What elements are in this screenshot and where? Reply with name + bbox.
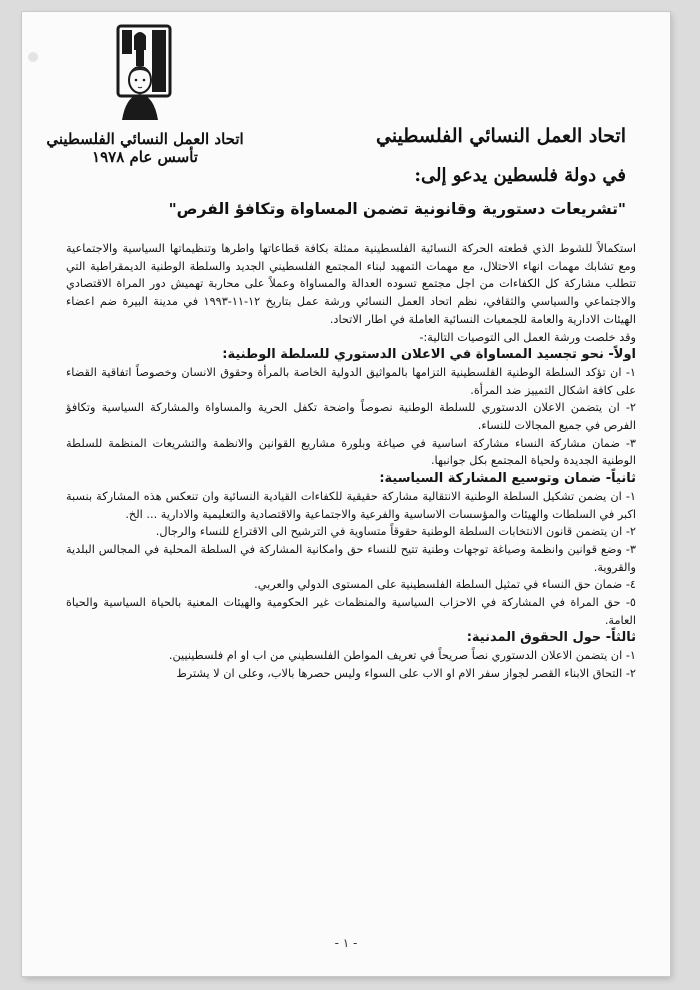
list-item: ٣- وضع قوانين وانظمة وصياغة توجهات وطنية تتيح للنساء حق وامكانية المشاركة في السلطة المحلية في المجالس البلدية والقروية. <box>66 542 636 574</box>
punch-hole <box>28 52 38 62</box>
document-subtitle: في دولة فلسطين يدعو إلى: <box>414 165 626 186</box>
org-name: اتحاد العمل النسائي الفلسطيني <box>46 130 244 148</box>
section-heading-2: ثانياً- ضمان وتوسيع المشاركة السياسية: <box>379 471 636 487</box>
list-item: ١- ان يضمن تشكيل السلطة الوطنية الانتقالية مشاركة حقيقية للكفاءات القيادية النسائية وان تنعكس هذه المشاركة بنسبة اكبر في السلطات والهيئات والمؤسسات الاساسية والفرعية والاجتماعية والاقتصادية والتعليمية والادارية ... الخ. <box>66 489 636 521</box>
intro-closing: وقد خلصت ورشة العمل الى التوصيات التالية:- <box>419 330 636 344</box>
document-title: اتحاد العمل النسائي الفلسطيني <box>375 125 626 147</box>
list-item: ١- ان تؤكد السلطة الوطنية الفلسطينية التزامها بالمواثيق الدولية الخاصة بالمرأة وحقوق الانسان وخصوصاً اتفاقية القضاء على كافة اشكال التمييز ضد المرأة. <box>66 365 636 397</box>
section-heading-3: ثالثاً- حول الحقوق المدنية: <box>466 630 636 646</box>
list-item: ٤- ضمان حق النساء في تمثيل السلطة الفلسطينية على المستوى الدولي والعربي. <box>254 578 636 592</box>
founded-year: تأسس عام ١٩٧٨ <box>92 148 198 166</box>
union-logo-emblem <box>112 22 176 122</box>
list-item: ١- ان يتضمن الاعلان الدستوري نصاً صريحاً في تعريف المواطن الفلسطيني من اب او ام فلسطينيين. <box>168 649 636 663</box>
intro-paragraph: استكمالاً للشوط الذي قطعته الحركة النسائية الفلسطينية ممثلة بكافة قطاعاتها واطرها وتنظيماتها السياسية والاجتماعية ومع تشابك مهمات انهاء الاحتلال، مع مهمات التمهيد لبناء المجتمع الفلسطيني الجديد والسلطة الوطنية الديمقراطية التي تتطلب مشاركة كل الكفاءات من اجل مجتمع تسوده العدالة والمساواة وعملاً على محاربة تهميش دور المراة الاقتصادي والاجتماعي والسياسي والثقافي، نظم اتحاد العمل النسائي ورشة عمل بتاريخ ١٢-١١-١٩٩٣ في مدينة البيرة ضم اعضاء الهيئات الادارية والعامة للجمعيات النسائية العاملة في اطار الاتحاد. <box>66 242 636 326</box>
slogan: "تشريعات دستورية وقانونية تضمن المساواة وتكافؤ الفرص" <box>168 200 626 218</box>
organization-block <box>40 130 250 166</box>
list-item: ٢- التحاق الابناء القصر لجواز سفر الام او الاب على السواء وليس حصرها بالاب، وعلى ان لا يشترط <box>176 666 636 680</box>
list-item: ٢- ان يتضمن الاعلان الدستوري للسلطة الوطنية نصوصاً واضحة تكفل الحرية والمساواة والمشاركة السياسية وتكافؤ الفرص في جميع المجالات للنساء. <box>66 401 636 433</box>
list-item: ٣- ضمان مشاركة النساء مشاركة اساسية في صياغة وبلورة مشاريع القوانين والانظمة والتشريعات المنظمة للسلطة الوطنية الجديدة ولحياة المجتمع بكل جوانبها. <box>66 436 636 468</box>
document-page <box>22 12 670 976</box>
document-body <box>66 240 636 683</box>
page-number: - ١ - <box>334 936 358 950</box>
list-item: ٥- حق المراة في المشاركة في الاحزاب السياسية والمنظمات غير الحكومية والهيئات المعنية بالحياة السياسية والحياة العامة. <box>66 596 636 627</box>
section-heading-1: اولاً- نحو تجسيد المساواة في الاعلان الدستوري للسلطة الوطنية: <box>222 347 636 363</box>
list-item: ٢- ان يتضمن قانون الانتخابات السلطة الوطنية حقوقاً متساوية في الترشيح الى الاقتراع للنساء والرجال. <box>155 525 636 539</box>
